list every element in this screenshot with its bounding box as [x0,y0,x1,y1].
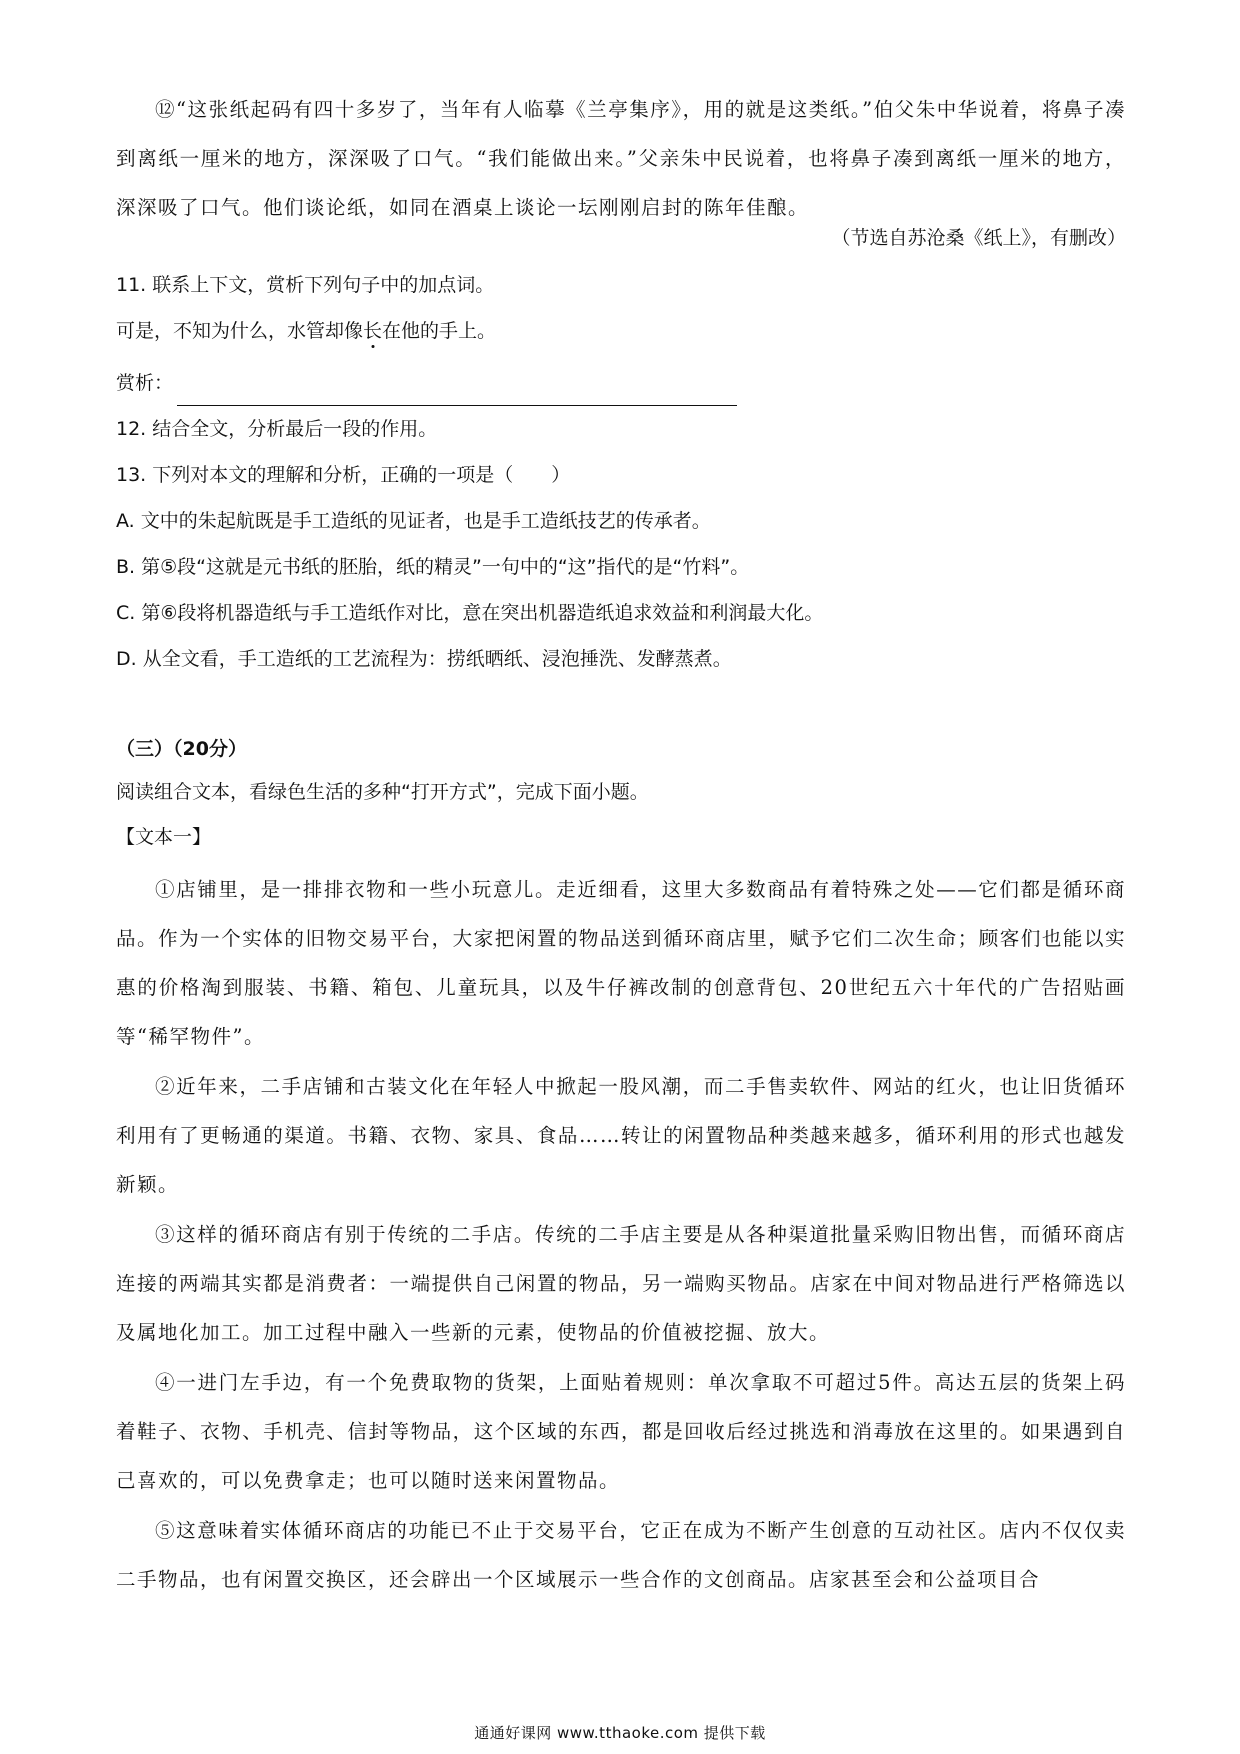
question-11-sentence-start: 可是，不知为什么，水管却像 [116,320,364,342]
paragraph-12: ⑫“这张纸起码有四十多岁了，当年有人临摹《兰亭集序》，用的就是这类纸。”伯父朱中华说着，将鼻子凑到离纸一厘米的地方，深深吸了口气。“我们能做出来。”父亲朱中民说着，也将鼻子凑到离纸一厘米的地方，深深吸了口气。他们谈论纸，如同在酒桌上谈论一坛刚刚启封的陈年佳酿。 [116,98,1126,219]
dotted-word: 长 [363,320,383,342]
question-13: 13. 下列对本文的理解和分析，正确的一项是（ ） [116,464,571,486]
question-11-sentence-end: 在他的手上。 [382,320,497,342]
answer-label: 赏析： [116,372,174,394]
question-11-answer [116,360,1126,406]
text-1-paragraph-3: ③这样的循环商店有别于传统的二手店。传统的二手店主要是从各种渠道批量采购旧物出售，而循环商店连接的两端其实都是消费者：一端提供自己闲置的物品，另一端购买物品。店家在中间对物品进行严格筛选以及属地化加工。加工过程中融入一些新的元素，使物品的价值被挖掘、放大。 [116,1223,1126,1344]
passage-source: （节选自苏沧桑《纸上》，有删改） [831,227,1126,249]
passage-source-block [116,216,1126,260]
question-13-option-b: B. 第⑤段“这就是元书纸的胚胎，纸的精灵”一句中的“这”指代的是“竹料”。 [116,556,750,578]
answer-blank-line[interactable] [177,383,737,406]
text-1-paragraph-4: ④一进门左手边，有一个免费取物的货架，上面贴着规则：单次拿取不可超过5件。高达五层的货架上码着鞋子、衣物、手机壳、信封等物品，这个区域的东西，都是回收后经过挑选和消毒放在这里的。如果遇到自己喜欢的，可以免费拿走；也可以随时送来闲置物品。 [116,1371,1126,1492]
questions-block [116,262,1126,682]
text-1-paragraph-1: ①店铺里，是一排排衣物和一些小玩意儿。走近细看，这里大多数商品有着特殊之处——它们都是循环商品。作为一个实体的旧物交易平台，大家把闲置的物品送到循环商店里，赋予它们二次生命；顾客们也能以实惠的价格淘到服装、书籍、箱包、儿童玩具，以及牛仔裤改制的创意背包、20世纪五六十年代的广告招贴画等“稀罕物件”。 [116,878,1126,1048]
page-footer: 通通好课网 www.tthaoke.com 提供下载 [474,1724,766,1742]
passage-continuation [116,85,1126,232]
question-12: 12. 结合全文，分析最后一段的作用。 [116,418,438,440]
question-13-option-c: C. 第⑥段将机器造纸与手工造纸作对比，意在突出机器造纸追求效益和利润最大化。 [116,602,824,624]
question-11-sentence [116,308,1126,354]
question-11-title: 11. 联系上下文，赏析下列句子中的加点词。 [116,274,495,296]
question-13-option-d: D. 从全文看，手工造纸的工艺流程为：捞纸晒纸、浸泡捶洗、发酵蒸煮。 [116,648,732,670]
section-3-intro: 阅读组合文本，看绿色生活的多种“打开方式”，完成下面小题。 [116,781,649,803]
section-3-heading: （三）（20分） [116,738,247,760]
text-1-paragraph-5: ⑤这意味着实体循环商店的功能已不止于交易平台，它正在成为不断产生创意的互动社区。店内不仅仅卖二手物品，也有闲置交换区，还会辟出一个区域展示一些合作的文创商品。店家甚至会和公益项目合 [116,1519,1126,1591]
section-3-block [116,728,1126,860]
text-1-label: 【文本一】 [116,826,212,848]
text-1-paragraph-2: ②近年来，二手店铺和古装文化在年轻人中掀起一股风潮，而二手售卖软件、网站的红火，也让旧货循环利用有了更畅通的渠道。书籍、衣物、家具、食品……转让的闲置物品种类越来越多，循环利用的形式也越发新颖。 [116,1075,1126,1196]
question-13-option-a: A. 文中的朱起航既是手工造纸的见证者，也是手工造纸技艺的传承者。 [116,510,711,532]
text-1-body [116,865,1126,1604]
